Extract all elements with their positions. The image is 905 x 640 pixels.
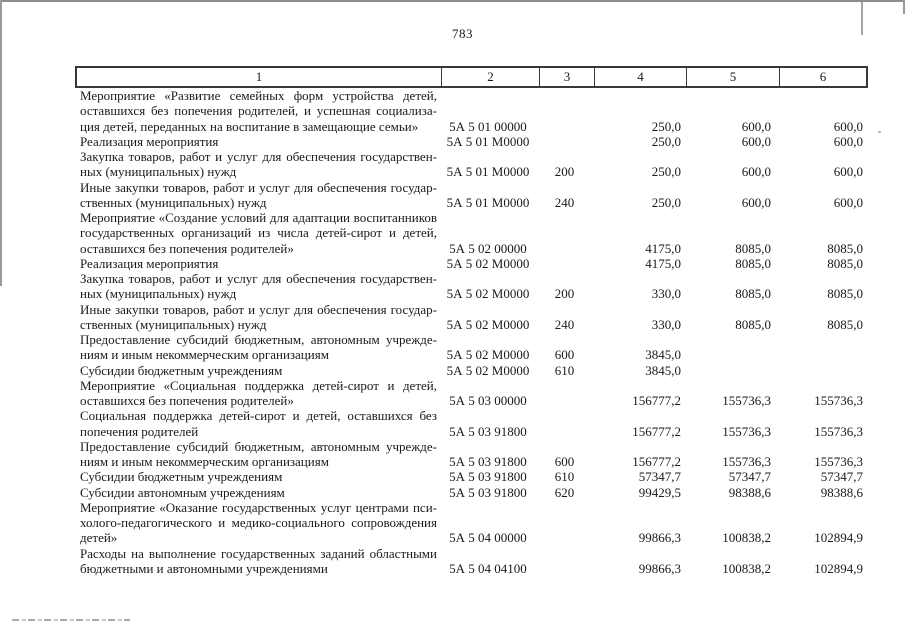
row-amount-year1: 330,0 [651,316,681,332]
row-name-line: Мероприятие «Оказание государственных услуг центрами пси- [80,499,437,515]
row-name-line: Реализация мероприятия [80,133,219,149]
row-target-code: 5А 5 02 М0000 [446,362,530,378]
row-amount-year3: 155736,3 [814,423,863,439]
table-header-row [75,66,868,88]
row-amount-year2: 98388,6 [728,484,771,500]
row-amount-year3: 98388,6 [820,484,863,500]
row-amount-year2: 8085,0 [735,316,771,332]
table-body [75,88,868,576]
row-amount-year2: 155736,3 [722,393,771,408]
row-expense-type-code: 610 [554,469,575,485]
row-target-code: 5А 5 03 91800 [449,423,527,439]
row-name-line: Мероприятие «Социальная поддержка детей-сирот и детей, [80,377,437,393]
row-target-code: 5А 5 04 04100 [449,560,527,576]
table-row [75,271,868,302]
row-name-cell [75,363,439,378]
row-name-line: ция детей, переданных на воспитание в замещающие семьи» [80,118,419,134]
row-name-line: оставшихся без попечения родителей» [80,393,294,408]
row-name-line: ных (муниципальных) нужд [80,164,237,180]
row-name-cell [75,149,439,180]
row-amount-year3: 600,0 [833,118,863,134]
row-name-line: ниям и иным некоммерческим организациям [80,454,329,469]
row-name-line: Субсидии бюджетным учреждениям [80,362,283,378]
row-amount-year2: 600,0 [741,118,771,134]
row-name-line: Расходы на выполнение государственных заданий областными [80,545,437,561]
row-name-line: Мероприятие «Развитие семейных форм устройства детей, [80,88,437,103]
row-target-code: 5А 5 02 М0000 [446,316,530,332]
row-name-cell [75,256,439,271]
row-amount-year3: 600,0 [833,164,863,180]
table-row [75,332,868,363]
row-name-cell [75,439,439,470]
row-amount-year1: 250,0 [651,164,681,180]
row-name-line: Предоставление субсидий бюджетным, автономным учрежде- [80,438,437,454]
column-header-1: 1 [255,69,263,84]
row-target-code: 5А 5 03 91800 [449,469,527,485]
row-name-line: ственных (муниципальных) нужд [80,194,267,210]
row-amount-year1: 156777,2 [632,454,681,469]
scan-artifact-top-edge [0,0,905,2]
row-name-cell [75,271,439,302]
row-name-cell [75,88,439,134]
budget-table [75,66,868,576]
row-name-line: детей» [80,530,118,546]
scan-artifact-left-edge [0,0,2,286]
row-amount-year2: 600,0 [741,194,771,210]
row-amount-year3: 102894,9 [814,560,863,576]
row-name-line: Закупка товаров, работ и услуг для обеспечения государствен- [80,271,437,286]
row-name-cell [75,180,439,211]
row-amount-year3: 8085,0 [827,286,863,302]
row-name-cell [75,302,439,333]
row-target-code: 5А 5 02 00000 [449,240,527,256]
table-row [75,485,868,500]
row-target-code: 5А 5 02 М0000 [446,347,530,363]
row-expense-type-code: 620 [554,484,575,500]
row-name-line: попечения родителей [80,423,199,439]
row-name-line: ных (муниципальных) нужд [80,286,237,302]
row-name-line: холого-педагогического и медико-социального сопровождения [80,515,437,530]
row-amount-year1: 156777,2 [632,423,681,439]
row-name-line: Мероприятие «Создание условий для адаптации воспитанников [80,210,437,225]
row-amount-year2: 155736,3 [722,454,771,469]
row-name-cell [75,500,439,546]
row-amount-year2: 8085,0 [735,286,771,302]
row-name-line: оставшихся без попечения родителей» [80,240,294,256]
row-name-line: Предоставление субсидий бюджетным, автономным учрежде- [80,332,437,347]
row-name-line: оставшихся без попечения родителей, и успешная социализа- [80,103,437,119]
row-amount-year3: 600,0 [833,133,863,149]
row-expense-type-code: 240 [554,194,575,210]
table-row [75,134,868,149]
row-amount-year2: 155736,3 [722,423,771,439]
row-name-line: ниям и иным некоммерческим организациям [80,347,329,363]
page-number: 783 [452,26,473,41]
row-amount-year2: 57347,7 [728,469,771,485]
table-row [75,149,868,180]
table-row [75,302,868,333]
row-name-cell [75,210,439,256]
table-row [75,469,868,484]
row-target-code: 5А 5 03 91800 [449,454,527,469]
row-name-cell [75,134,439,149]
row-amount-year2: 100838,2 [722,560,771,576]
row-amount-year3: 8085,0 [827,255,863,271]
column-header-2: 2 [441,68,539,86]
row-amount-year2: 8085,0 [735,240,771,256]
row-amount-year1: 99429,5 [638,484,681,500]
row-name-cell [75,469,439,484]
row-amount-year3: 155736,3 [814,393,863,408]
row-amount-year1: 3845,0 [645,362,681,378]
row-amount-year1: 250,0 [651,133,681,149]
scan-artifact-bottom-dash [12,619,130,621]
row-expense-type-code: 600 [554,454,575,469]
row-amount-year3: 8085,0 [827,240,863,256]
table-row [75,378,868,409]
row-amount-year1: 99866,3 [638,560,681,576]
row-amount-year1: 3845,0 [645,347,681,363]
row-name-line: Субсидии бюджетным учреждениям [80,469,283,485]
row-amount-year3: 600,0 [833,194,863,210]
row-amount-year1: 99866,3 [638,530,681,546]
row-name-line: государственных организаций из числа детей-сирот и детей, [80,225,437,241]
row-amount-year1: 57347,7 [638,469,681,485]
row-amount-year3: 155736,3 [814,454,863,469]
row-name-line: Социальная поддержка детей-сирот и детей, оставшихся без [80,408,437,424]
row-amount-year2: 600,0 [741,133,771,149]
row-amount-year3: 102894,9 [814,530,863,546]
row-amount-year2: 100838,2 [722,530,771,546]
row-amount-year1: 330,0 [651,286,681,302]
row-expense-type-code: 200 [554,286,575,302]
row-name-cell [75,378,439,409]
row-target-code: 5А 5 04 00000 [449,530,527,546]
table-row [75,88,868,134]
row-amount-year1: 4175,0 [645,240,681,256]
row-name-cell [75,408,439,439]
row-amount-year1: 250,0 [651,194,681,210]
column-header-6: 6 [779,68,866,86]
row-name-line: Реализация мероприятия [80,255,219,271]
row-target-code: 5А 5 01 М0000 [446,194,530,210]
row-target-code: 5А 5 01 М0000 [446,164,530,180]
row-amount-year3: 57347,7 [820,469,863,485]
row-amount-year1: 156777,2 [632,393,681,408]
row-target-code: 5А 5 01 00000 [449,118,527,134]
row-amount-year1: 250,0 [651,118,681,134]
column-header-5: 5 [686,68,779,86]
table-row [75,546,868,577]
row-name-cell [75,485,439,500]
row-name-line: Закупка товаров, работ и услуг для обеспечения государствен- [80,149,437,164]
row-target-code: 5А 5 01 М0000 [446,133,530,149]
row-target-code: 5А 5 02 М0000 [446,286,530,302]
row-amount-year2: 600,0 [741,164,771,180]
row-amount-year1: 4175,0 [645,255,681,271]
row-name-cell [75,546,439,577]
column-header-4: 4 [594,68,686,86]
table-row [75,256,868,271]
row-target-code: 5А 5 03 00000 [449,393,527,408]
row-target-code: 5А 5 02 М0000 [446,255,530,271]
column-header-3: 3 [539,68,594,86]
row-name-line: Субсидии автономным учреждениям [80,484,285,500]
row-amount-year3: 8085,0 [827,316,863,332]
row-expense-type-code: 600 [554,347,575,363]
table-row [75,439,868,470]
scan-speck [878,131,881,133]
row-expense-type-code: 200 [554,164,575,180]
table-row [75,363,868,378]
row-name-line: бюджетными и автономными учреждениями [80,560,328,576]
row-name-cell [75,332,439,363]
row-expense-type-code: 610 [554,362,575,378]
table-row [75,500,868,546]
row-expense-type-code: 240 [554,316,575,332]
table-row [75,408,868,439]
table-row [75,210,868,256]
row-amount-year2: 8085,0 [735,255,771,271]
row-name-line: Иные закупки товаров, работ и услуг для обеспечения государ- [80,301,437,317]
row-name-line: ственных (муниципальных) нужд [80,316,267,332]
row-target-code: 5А 5 03 91800 [449,484,527,500]
row-name-line: Иные закупки товаров, работ и услуг для обеспечения государ- [80,179,437,195]
table-row [75,180,868,211]
